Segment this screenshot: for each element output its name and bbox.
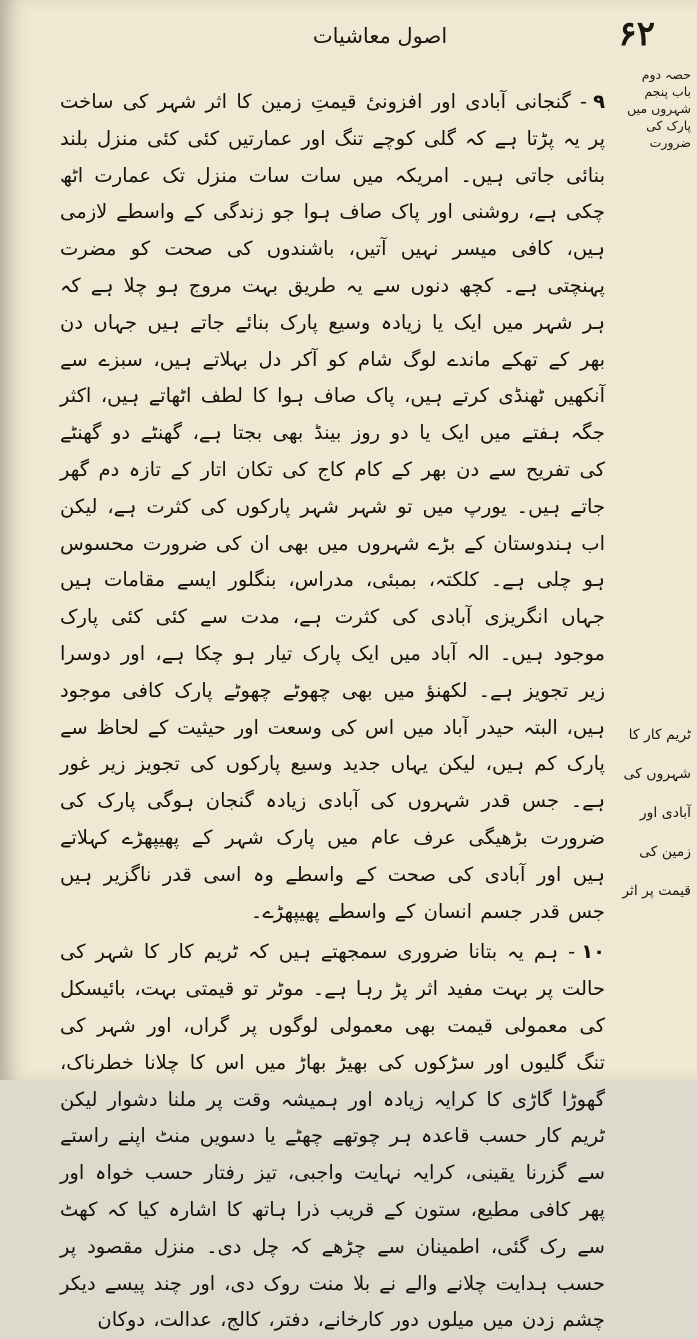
paragraph-text: - گنجانی آبادی اور افزونیٔ قیمتِ زمین کا اثر شہر کی ساخت پر یہ پڑتا ہے کہ گلی کوچے تنگ اور عمارتیں کئی کئی منزل بلند بنائی جاتی ہیں۔ امریکہ میں سات سات منزل تک عمارت اٹھ چکی ہے، روشنی اور پاک صاف ہوا جو زندگی کے واسطے لازمی ہیں، کافی میسر نہیں آتیں، باشندوں کی صحت کو مضرت پہنچتی ہے۔ کچھ دنوں سے یہ طریق بہت مروج ہو چلا ہے کہ ہر شہر میں ایک یا زیادہ وسیع پارک بنائے جاتے ہیں جہاں دن بھر کے تھکے ماندے لوگ شام کو آکر دل بہلاتے ہیں، سبزے سے آنکھیں ٹھنڈی کرتے ہیں، پاک صاف ہوا کا لطف اٹھاتے ہیں، اکثر جگہ ہفتے میں ایک یا دو روز بینڈ بھی بجتا ہے، گھنٹے دو گھنٹے کی تفریح سے دن بھر کے کام کاج کی تکان اتار کے تازہ دم گھر جاتے ہیں۔ یورپ میں تو شہر شہر پارکوں کی کثرت ہے، لیکن اب ہندوستان کے بڑے شہروں میں بھی ان کی ضرورت محسوس ہو چلی ہے۔ کلکتہ، بمبئی، مدراس، بنگلور ایسے مقامات ہیں جہاں انگریزی آبادی کی کثرت ہے، مدت سے کئی کئی پارک موجود ہیں۔ الہ آباد میں ایک پارک تیار ہو چکا ہے، اور دوسرا زیر تجویز ہے۔ لکھنؤ میں بھی چھوٹے چھوٹے پارک کافی موجود ہیں، البتہ حیدر آباد میں اس کی وسعت اور حیثیت کے لحاظ سے پارک کم ہیں، لیکن یہاں جدید وسیع پارکوں کی تجویز زیر غور ہے۔ جس قدر شہروں کی آبادی زیادہ گنجان ہوگی پارک کی ضرورت بڑھیگی عرف عام میں پارک شہر کے پھیپھڑے کہلاتے ہیں اور آبادی کی صحت کے واسطے وہ اسی قدر ناگزیر ہیں جس قدر جسم انسان کے واسطے پھیپھڑے۔ xyxy=(60,90,605,923)
margin-note-tram xyxy=(611,716,691,911)
margin-note-line: باب پنجم xyxy=(644,84,691,99)
paragraph-9 xyxy=(60,84,605,930)
running-title: اصول معاشیات xyxy=(312,24,448,48)
margin-note-line: قیمت پر اثر xyxy=(622,883,691,899)
paragraph-number: ۱۰ xyxy=(581,940,605,964)
page-header xyxy=(70,8,679,68)
margin-note-line: پارک کی xyxy=(646,118,691,133)
paragraph-number: ۹ xyxy=(593,90,605,113)
margin-note-line: حصہ دوم xyxy=(641,67,691,82)
page-number: ۶۲ xyxy=(618,14,655,54)
margin-note-line: آبادی اور xyxy=(639,805,691,821)
margin-note-line: شہروں کی xyxy=(623,766,691,782)
margin-note-line: زمین کی xyxy=(639,844,691,860)
margin-note-park xyxy=(609,66,691,151)
margin-note-line: ٹریم کار کا xyxy=(628,727,691,743)
margin-note-line: ضرورت xyxy=(649,135,691,150)
margin-note-line: شہروں میں xyxy=(627,101,691,116)
paragraph-text: - ہم یہ بتانا ضروری سمجھتے ہیں کہ ٹریم کار کا شہر کی حالت پر بہت مفید اثر پڑ رہا ہے۔ موٹر تو قیمتی بہت، بائیسکل کی معمولی قیمت بھی معمولی لوگوں پر گراں، اور شہر کی تنگ گلیوں اور سڑکوں کی بھیڑ بھاڑ میں اس کا چلانا خطرناک، گھوڑا گاڑی کا کرایہ زیادہ اور ہمیشہ وقت پر ملنا دشوار لیکن ٹریم کار حسب قاعدہ ہر چوتھے چھٹے یا دسویں منٹ اپنے راستے سے گزرنا یقینی، کرایہ نہایت واجبی، تیز رفتار حسب خواہ اور پھر کافی مطیع، ستون کے قریب ذرا ہاتھ کا اشارہ کیا کہ کھٹ سے رک گئی، اطمینان سے چڑھے کہ چل دی۔ منزل مقصود پر حسب ہدایت چلانے والے نے بلا منت روک دی، اور چند پیسے دیکر چشم زدن میں میلوں دور کارخانے، دفتر، کالج، عدالت، دوکان xyxy=(60,940,605,1332)
body-text xyxy=(60,84,605,1339)
paragraph-10 xyxy=(60,934,605,1339)
